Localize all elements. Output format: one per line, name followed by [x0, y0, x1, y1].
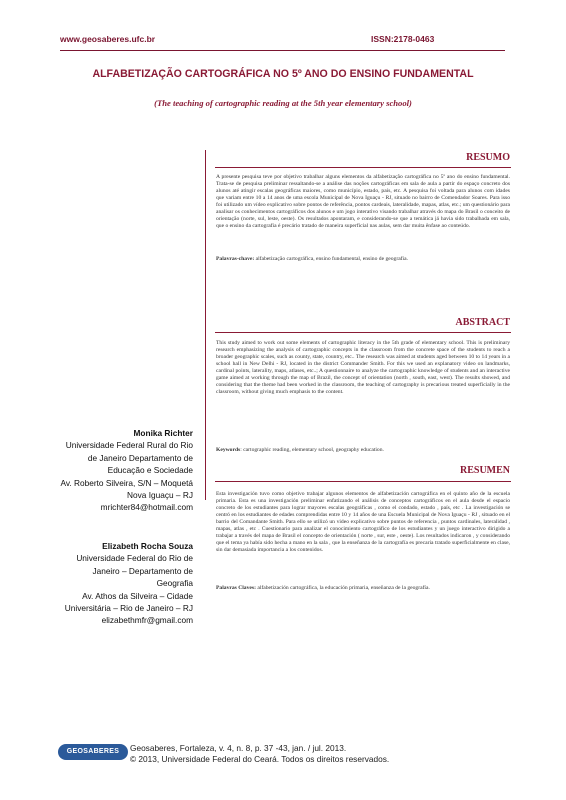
resumo-text: A presente pesquisa teve por objetivo trabalhar alguns elementos da alfabetização cartográfica no 5º ano do ensino fundamental. Trata-se de pesquisa preliminar ressaltando-se a análise das noções cartográficas em sala de aula a partir do espaço concreto dos alunos até atingir escalas geográficas maiores, como município, estado, país, etc. A pesquisa foi voltada para alunos com idades que variam entre 10 a 14 anos de uma escola Municipal de Nova Iguaçu - RJ, situado no bairro de Comendador Soares. Para isso foi utilizado um vídeo explicativo sobre pontos de referência, pontos cardeais, lateralidade, mapas, atlas, etc.; um questionário para analisar os conhecimentos cartográficos dos alunos e um jogo interativo visando trabalhar através do mapa do Brasil o conceito de orientação (norte, sul, leste, oeste). Os resultados apontaram, e considerando-se que a temática já havia sido trabalhada em sala, que o ensino da cartografia é precário tratado de maneira superficial nas aulas, sem dar muita ênfase ao conteúdo. [216, 174, 510, 229]
author-address-line: Universitária – Rio de Janeiro – RJ [64, 603, 193, 614]
author-affiliation-line: Universidade Federal Rural do Rio [65, 440, 193, 451]
resumen-keywords-label: Palavras Claves: [216, 585, 256, 591]
abstract-keywords-label: Keywords [216, 447, 241, 453]
author-1 [10, 427, 193, 514]
abstract-keywords [216, 447, 510, 454]
footer-citation [130, 743, 389, 765]
author-address-line: Nova Iguaçu – RJ [127, 490, 193, 501]
author-affiliation-line: Janeiro – Departamento de [92, 565, 193, 576]
author-affiliation-line: Universidade Federal do Rio de [76, 553, 193, 564]
abstract-rule [215, 332, 511, 333]
resumen-keywords [216, 585, 510, 592]
author-affiliation-line: Geografia [156, 578, 193, 589]
footer-citation-line: Geosaberes, Fortaleza, v. 4, n. 8, p. 37 -43, jan. / jul. 2013. [130, 743, 347, 753]
abstract-keywords-text: : cartographic reading, elementary school, geography education. [240, 447, 384, 453]
resumo-keywords-text: alfabetização cartográfica, ensino fundamental, ensino de geografia. [254, 256, 408, 262]
author-email[interactable]: mrichter84@hotmail.com [100, 502, 193, 513]
journal-url[interactable]: www.geosaberes.ufc.br [60, 34, 156, 44]
header-divider [60, 50, 505, 51]
resumo-heading: RESUMO [466, 152, 510, 163]
resumo-keywords-label: Palavras-chave: [216, 256, 255, 262]
geosaberes-logo: GEOSABERES [58, 744, 128, 760]
resumen-heading: RESUMEN [459, 465, 510, 476]
column-divider [205, 150, 206, 500]
paper-title: ALFABETIZAÇÃO CARTOGRÁFICA NO 5º ANO DO ENSINO FUNDAMENTAL [92, 68, 474, 80]
resumo-rule [215, 167, 511, 168]
author-email[interactable]: elizabethmfr@gmail.com [101, 615, 193, 626]
resumen-keywords-text: alfabetización cartográfica, la educación primaria, enseñanza de la geografía. [255, 585, 430, 591]
author-2 [10, 540, 193, 627]
issn: ISSN:2178-0463 [371, 34, 435, 44]
paper-subtitle: (The teaching of cartographic reading at the 5th year elementary school) [154, 98, 412, 108]
footer-copyright-line: © 2013, Universidade Federal do Ceará. Todos os direitos reservados. [130, 754, 390, 764]
abstract-text: This study aimed to work out some elements of cartographic literacy in the 5th grade of elementary school. This is preliminary research emphasizing the analysis of cartographic concepts in the classroom from the concrete space of the students to reach a broader geographic scales, such as county, state, country, etc.. The research was aimed at students aged between 10 to 14 years in a school hall in New Delhi - RJ, located in the district Commander Smith. For this we used an explanatory video on landmarks, cardinal points, laterality, maps, atlases, etc..; A questionnaire to analyze the cartographic knowledge of students and an interactive game aimed at working through the map of Brazil, the concept of orientation (north , south, east, west). The results showed, and considering that the theme had been worked in the classroom, the teaching of cartography is precarious treated superficially in the classroom, without giving much emphasis to the content. [216, 340, 510, 395]
resumen-text: Esta investigación tuvo como objetivo trabajar algunos elementos de alfabetización cartográfica en el quinto año de la escuela primaria. Esta es una investigación preliminar enfatizando el análisis de conceptos cartográficos en el aula desde el espacio concreto de los estudiantes para lograr mayores escalas geográficas , como el condado, estado , país, etc . La investigación se centró en los estudiantes de edades comprendidas entre 10 y 14 años de una Escuela Municipal de Nova Iguaçu - RJ , situado en el barrio del Comandante Smith. Para ello se utilizó un video explicativo sobre puntos de referencia , puntos cardinales, lateralidad , mapas, atlas , etc . Cuestionario para analizar el conocimiento cartográfico de los estudiantes y un juego interactivo dirigido a trabajar a través del mapa de Brasil el concepto de orientación ( norte , sur, este , oeste). Los resultados indicaron , y considerando que el tema ya había sido hecha a mano en la sala , que la enseñanza de la cartografía es precaria tratado superficialmente en clase, sin dar demasiada importancia a los contenidos. [216, 491, 510, 553]
author-address-line: Av. Roberto Silveira, S/N – Moquetá [60, 477, 193, 488]
author-affiliation-line: Educação e Sociedade [107, 465, 193, 476]
author-affiliation-line: de Janeiro Departamento de [87, 452, 193, 463]
resumen-rule [215, 481, 511, 482]
author-name: Elizabeth Rocha Souza [102, 541, 193, 551]
abstract-heading: ABSTRACT [455, 317, 510, 328]
resumo-keywords [216, 256, 510, 263]
author-name: Monika Richter [133, 428, 193, 438]
author-address-line: Av. Athos da Silveira – Cidade [82, 590, 193, 601]
